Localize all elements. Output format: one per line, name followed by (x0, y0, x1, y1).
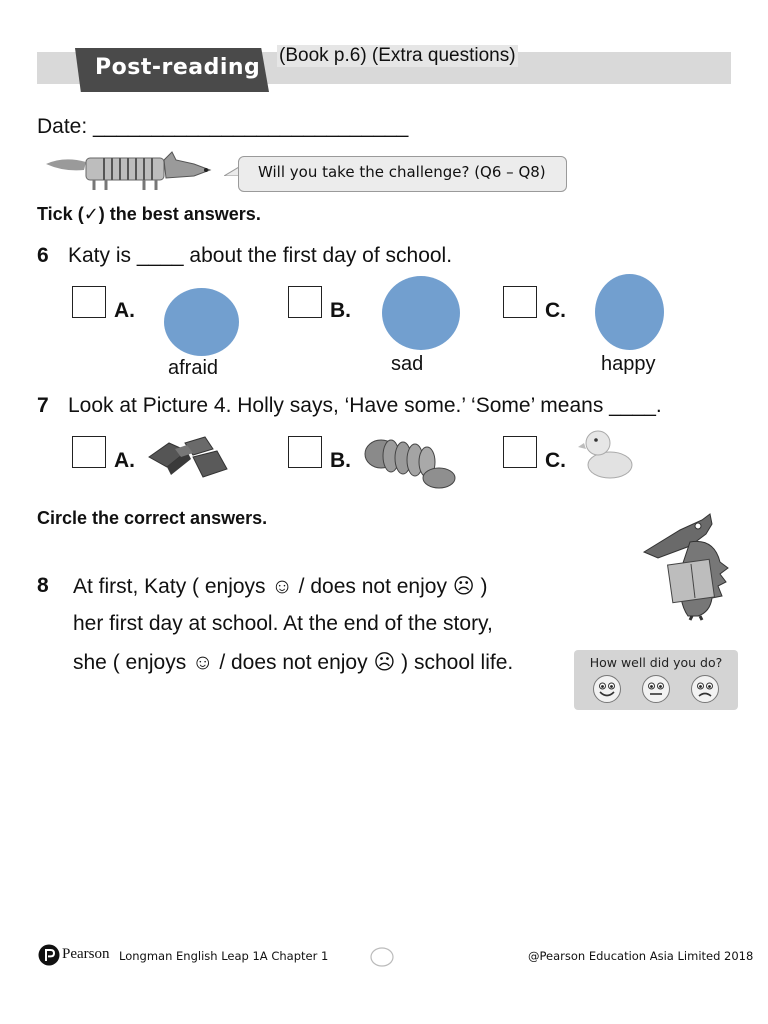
q7-option-c-label: C. (545, 449, 566, 472)
q8-line-3[interactable]: she ( enjoys ☺ / does not enjoy ☹ ) school life. (73, 651, 514, 674)
fox-icon (44, 150, 214, 192)
banner-title: Post-reading (95, 55, 261, 80)
q6-option-a-label: A. (114, 299, 135, 322)
self-assessment-box (574, 650, 738, 710)
q6-option-b-image (382, 276, 460, 350)
q6-option-a-caption: afraid (168, 357, 219, 379)
q7-checkbox-c[interactable] (503, 436, 537, 468)
challenge-speech-bubble (238, 156, 567, 192)
q8-line-2: her first day at school. At the end of the story, (73, 612, 493, 635)
pearson-logo-icon (38, 944, 60, 966)
q6-option-b-caption: sad (391, 353, 424, 375)
q7-checkbox-a[interactable] (72, 436, 106, 468)
page-number-oval (370, 947, 394, 967)
q6-checkbox-a[interactable] (72, 286, 106, 318)
neutral-face-icon[interactable] (641, 674, 671, 704)
sad-face-icon[interactable] (690, 674, 720, 704)
q7-option-b-label: B. (330, 449, 351, 472)
rubber-duck-icon (578, 425, 634, 481)
chocolate-pieces-icon (147, 435, 229, 481)
q6-option-c-caption: happy (601, 353, 656, 375)
q6-checkbox-c[interactable] (503, 286, 537, 318)
q8-number: 8 (37, 574, 49, 597)
q7-checkbox-b[interactable] (288, 436, 322, 468)
footer-brand: Pearson (62, 946, 110, 962)
q7-option-a-label: A. (114, 449, 135, 472)
q8-line-1[interactable]: At first, Katy ( enjoys ☺ / does not enjoy ☹ ) (73, 575, 488, 598)
q7-text: Look at Picture 4. Holly says, ‘Have some.’ ‘Some’ means ____. (68, 394, 662, 417)
crocodile-reading-icon (640, 512, 732, 622)
self-assessment-title: How well did you do? (589, 655, 723, 670)
book-reference: (Book p.6) (Extra questions) (279, 45, 516, 66)
q6-option-a-image (164, 288, 239, 356)
circle-instruction: Circle the correct answers. (37, 508, 268, 528)
sliced-bread-icon (363, 432, 458, 490)
challenge-text: Will you take the challenge? (Q6 – Q8) (258, 163, 546, 181)
q6-checkbox-b[interactable] (288, 286, 322, 318)
footer-copyright: @Pearson Education Asia Limited 2018 (528, 949, 754, 963)
date-field[interactable]: Date: ___________________________ (37, 115, 409, 138)
happy-face-icon[interactable] (592, 674, 622, 704)
footer-book-title: Longman English Leap 1A Chapter 1 (119, 949, 329, 963)
tick-instruction: Tick (✓) the best answers. (37, 204, 261, 224)
q6-option-c-image (595, 274, 664, 350)
q6-number: 6 (37, 244, 49, 267)
q6-option-b-label: B. (330, 299, 351, 322)
q7-number: 7 (37, 394, 49, 417)
q6-option-c-label: C. (545, 299, 566, 322)
q6-text: Katy is ____ about the first day of school. (68, 244, 453, 267)
